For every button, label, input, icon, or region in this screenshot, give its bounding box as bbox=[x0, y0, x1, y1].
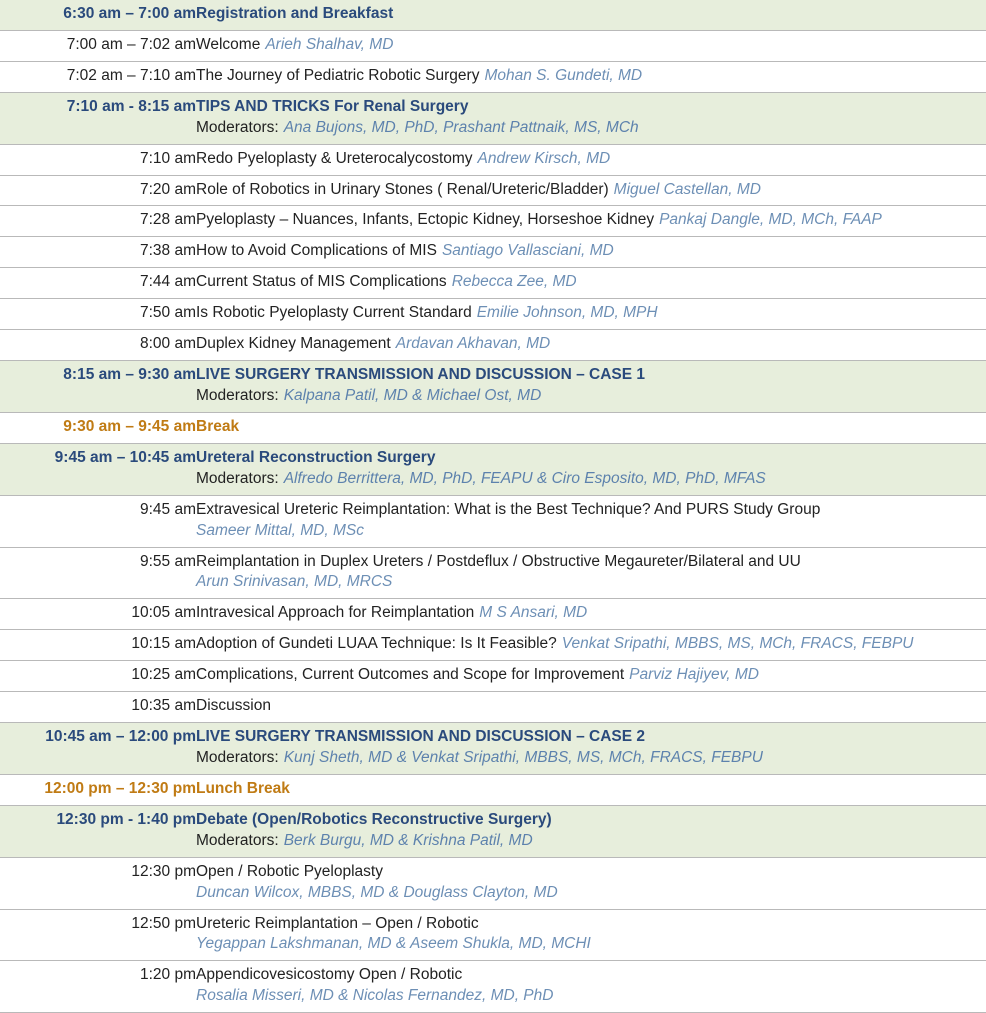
agenda-row-title: Is Robotic Pyeloplasty Current Standard bbox=[196, 304, 472, 322]
agenda-row-title: Discussion bbox=[196, 697, 271, 715]
agenda-row-description bbox=[196, 412, 986, 443]
agenda-row bbox=[0, 92, 986, 144]
moderators-label: Moderators: bbox=[196, 831, 279, 849]
agenda-row bbox=[0, 0, 986, 30]
agenda-row-speaker: Emilie Johnson, MD, MPH bbox=[476, 304, 658, 322]
agenda-row-time: 7:50 am bbox=[139, 304, 196, 322]
agenda-row bbox=[0, 237, 986, 268]
agenda-row bbox=[0, 547, 986, 599]
agenda-row bbox=[0, 144, 986, 175]
agenda-row-time: 12:00 pm – 12:30 pm bbox=[44, 779, 196, 797]
agenda-row-time: 9:45 am – 10:45 am bbox=[54, 448, 196, 466]
agenda-row-time: 10:35 am bbox=[131, 697, 196, 715]
agenda-row-description bbox=[196, 495, 986, 547]
agenda-row-title: Complications, Current Outcomes and Scope for Improvement bbox=[196, 666, 625, 684]
agenda-row-time: 10:05 am bbox=[131, 604, 196, 622]
agenda-row bbox=[0, 692, 986, 723]
agenda-row bbox=[0, 599, 986, 630]
agenda-row-time: 6:30 am – 7:00 am bbox=[63, 5, 196, 22]
agenda-row-time: 7:28 am bbox=[139, 211, 196, 229]
agenda-row-time: 7:02 am – 7:10 am bbox=[66, 66, 196, 84]
agenda-row-title: Current Status of MIS Complications bbox=[196, 273, 447, 291]
agenda-row bbox=[0, 909, 986, 961]
agenda-row-description bbox=[196, 61, 986, 92]
agenda-row-title: Ureteric Reimplantation – Open / Robotic bbox=[196, 914, 479, 932]
agenda-row bbox=[0, 206, 986, 237]
agenda-row bbox=[0, 175, 986, 206]
agenda-row bbox=[0, 495, 986, 547]
agenda-row-speaker: Miguel Castellan, MD bbox=[613, 180, 761, 198]
agenda-row-description bbox=[196, 330, 986, 361]
agenda-row-speaker: Yegappan Lakshmanan, MD & Aseem Shukla, MD, MCHI bbox=[196, 935, 591, 953]
agenda-row-title: Reimplantation in Duplex Ureters / Postdeflux / Obstructive Megaureter/Bilateral and UU bbox=[196, 552, 801, 570]
agenda-row-description bbox=[196, 361, 986, 413]
agenda-row-speaker: M S Ansari, MD bbox=[479, 604, 588, 622]
agenda-row-title: Role of Robotics in Urinary Stones ( Renal/Ureteric/Bladder) bbox=[196, 180, 609, 198]
moderators-names: Kunj Sheth, MD & Venkat Sripathi, MBBS, MS, MCh, FRACS, FEBPU bbox=[283, 748, 763, 766]
moderators-names: Berk Burgu, MD & Krishna Patil, MD bbox=[283, 831, 533, 849]
agenda-row-speaker: Ardavan Akhavan, MD bbox=[395, 335, 551, 353]
moderators-label: Moderators: bbox=[196, 469, 279, 487]
agenda-row-description bbox=[196, 206, 986, 237]
agenda-row-speaker: Santiago Vallasciani, MD bbox=[441, 242, 614, 260]
moderators-label: Moderators: bbox=[196, 748, 279, 766]
agenda-row-title: Appendicovesicostomy Open / Robotic bbox=[196, 966, 463, 984]
agenda-row-time: 7:00 am – 7:02 am bbox=[66, 35, 196, 53]
agenda-row-time: 7:20 am bbox=[139, 180, 196, 198]
agenda-row-title: Adoption of Gundeti LUAA Technique: Is It Feasible? bbox=[196, 635, 557, 653]
agenda-row-speaker: Parviz Hajiyev, MD bbox=[629, 666, 759, 684]
agenda-row-time: 9:45 am bbox=[139, 500, 196, 518]
agenda-row-title: LIVE SURGERY TRANSMISSION AND DISCUSSION – CASE 1 bbox=[196, 366, 646, 384]
moderators-names: Ana Bujons, MD, PhD, Prashant Pattnaik, MS, MCh bbox=[283, 118, 639, 136]
agenda-row bbox=[0, 61, 986, 92]
agenda-row bbox=[0, 268, 986, 299]
agenda-row-description bbox=[196, 692, 986, 723]
agenda-row-description bbox=[196, 237, 986, 268]
agenda-row-description bbox=[196, 857, 986, 909]
moderators-label: Moderators: bbox=[196, 118, 279, 136]
agenda-row-time: 12:30 pm - 1:40 pm bbox=[56, 810, 196, 828]
moderators-label: Moderators: bbox=[196, 386, 279, 404]
agenda-row-description bbox=[196, 144, 986, 175]
agenda-row bbox=[0, 630, 986, 661]
agenda-row-description bbox=[196, 961, 986, 1013]
agenda-row bbox=[0, 961, 986, 1013]
agenda-row-time: 7:10 am bbox=[139, 149, 196, 167]
agenda-row-moderators bbox=[196, 386, 986, 407]
agenda-row-title: Intravesical Approach for Reimplantation bbox=[196, 604, 475, 622]
agenda-row-title: The Journey of Pediatric Robotic Surgery bbox=[196, 66, 480, 84]
agenda-row-description bbox=[196, 774, 986, 805]
agenda-row bbox=[0, 412, 986, 443]
agenda-row-title: Break bbox=[196, 417, 240, 435]
agenda-row-description bbox=[196, 175, 986, 206]
agenda-row bbox=[0, 330, 986, 361]
agenda-row-title: TIPS AND TRICKS For Renal Surgery bbox=[196, 97, 469, 115]
agenda-row-speaker: Andrew Kirsch, MD bbox=[477, 149, 611, 167]
agenda-row-description bbox=[196, 299, 986, 330]
agenda-row-title: Extravesical Ureteric Reimplantation: What is the Best Technique? And PURS Study Group bbox=[196, 500, 821, 518]
agenda-row-speaker: Mohan S. Gundeti, MD bbox=[484, 66, 643, 84]
agenda-row-title: Lunch Break bbox=[196, 779, 290, 797]
agenda-row-time: 10:45 am – 12:00 pm bbox=[45, 728, 196, 746]
moderators-names: Kalpana Patil, MD & Michael Ost, MD bbox=[283, 386, 542, 404]
agenda-row-description bbox=[196, 630, 986, 661]
agenda-row-time: 7:10 am - 8:15 am bbox=[66, 97, 196, 115]
agenda-row-moderators bbox=[196, 748, 986, 769]
agenda-row bbox=[0, 805, 986, 857]
agenda-row-description bbox=[196, 0, 986, 30]
agenda-row-description bbox=[196, 661, 986, 692]
agenda-row-title: Registration and Breakfast bbox=[196, 5, 394, 22]
agenda-row-speaker: Rosalia Misseri, MD & Nicolas Fernandez, MD, PhD bbox=[196, 987, 554, 1005]
agenda-row-speaker: Arieh Shalhav, MD bbox=[265, 35, 394, 53]
agenda-row-title: How to Avoid Complications of MIS bbox=[196, 242, 437, 260]
agenda-row-speaker: Arun Srinivasan, MD, MRCS bbox=[196, 573, 393, 591]
agenda-row-time: 8:15 am – 9:30 am bbox=[63, 366, 196, 384]
agenda-row-time: 7:38 am bbox=[139, 242, 196, 260]
agenda-row-title: Duplex Kidney Management bbox=[196, 335, 391, 353]
agenda-row bbox=[0, 857, 986, 909]
agenda-row bbox=[0, 661, 986, 692]
agenda-row-time: 12:30 pm bbox=[131, 862, 196, 880]
agenda-row-speaker: Rebecca Zee, MD bbox=[451, 273, 577, 291]
agenda-row bbox=[0, 361, 986, 413]
agenda-row-description bbox=[196, 92, 986, 144]
agenda-row-speaker: Duncan Wilcox, MBBS, MD & Douglass Clayton, MD bbox=[196, 883, 558, 901]
agenda-row bbox=[0, 30, 986, 61]
agenda-row bbox=[0, 299, 986, 330]
agenda-row-description bbox=[196, 909, 986, 961]
agenda-row-title: Ureteral Reconstruction Surgery bbox=[196, 448, 436, 466]
agenda-row-description bbox=[196, 805, 986, 857]
agenda-row-speaker: Venkat Sripathi, MBBS, MS, MCh, FRACS, FEBPU bbox=[561, 635, 914, 653]
agenda-row-time: 10:15 am bbox=[131, 635, 196, 653]
agenda-row-description bbox=[196, 268, 986, 299]
agenda-row-speaker: Sameer Mittal, MD, MSc bbox=[196, 521, 364, 539]
agenda-row-description bbox=[196, 599, 986, 630]
agenda-row-time: 9:30 am – 9:45 am bbox=[63, 417, 196, 435]
agenda-row-moderators bbox=[196, 831, 986, 852]
agenda-row-time: 9:55 am bbox=[139, 552, 196, 570]
agenda-row-time: 7:44 am bbox=[139, 273, 196, 291]
agenda-row bbox=[0, 723, 986, 775]
agenda-row-description bbox=[196, 723, 986, 775]
agenda-row-time: 1:20 pm bbox=[139, 966, 196, 984]
moderators-names: Alfredo Berrittera, MD, PhD, FEAPU & Ciro Esposito, MD, PhD, MFAS bbox=[283, 469, 766, 487]
agenda-row-description bbox=[196, 30, 986, 61]
agenda-row-description bbox=[196, 443, 986, 495]
agenda-row-title: Redo Pyeloplasty & Ureterocalycostomy bbox=[196, 149, 473, 167]
agenda-row-description bbox=[196, 547, 986, 599]
agenda-row-title: Open / Robotic Pyeloplasty bbox=[196, 862, 383, 880]
agenda-row-moderators bbox=[196, 118, 986, 139]
agenda-row-moderators bbox=[196, 469, 986, 490]
agenda-row-time: 8:00 am bbox=[139, 335, 196, 353]
agenda-row-title: Debate (Open/Robotics Reconstructive Surgery) bbox=[196, 810, 552, 828]
agenda-row-time: 12:50 pm bbox=[131, 914, 196, 932]
agenda-row-time: 10:25 am bbox=[131, 666, 196, 684]
agenda-row bbox=[0, 443, 986, 495]
agenda-row-title: Welcome bbox=[196, 35, 261, 53]
agenda-row-speaker: Pankaj Dangle, MD, MCh, FAAP bbox=[659, 211, 882, 229]
agenda-row-title: Pyeloplasty – Nuances, Infants, Ectopic Kidney, Horseshoe Kidney bbox=[196, 211, 655, 229]
agenda-row-title: LIVE SURGERY TRANSMISSION AND DISCUSSION – CASE 2 bbox=[196, 728, 646, 746]
agenda-row bbox=[0, 774, 986, 805]
